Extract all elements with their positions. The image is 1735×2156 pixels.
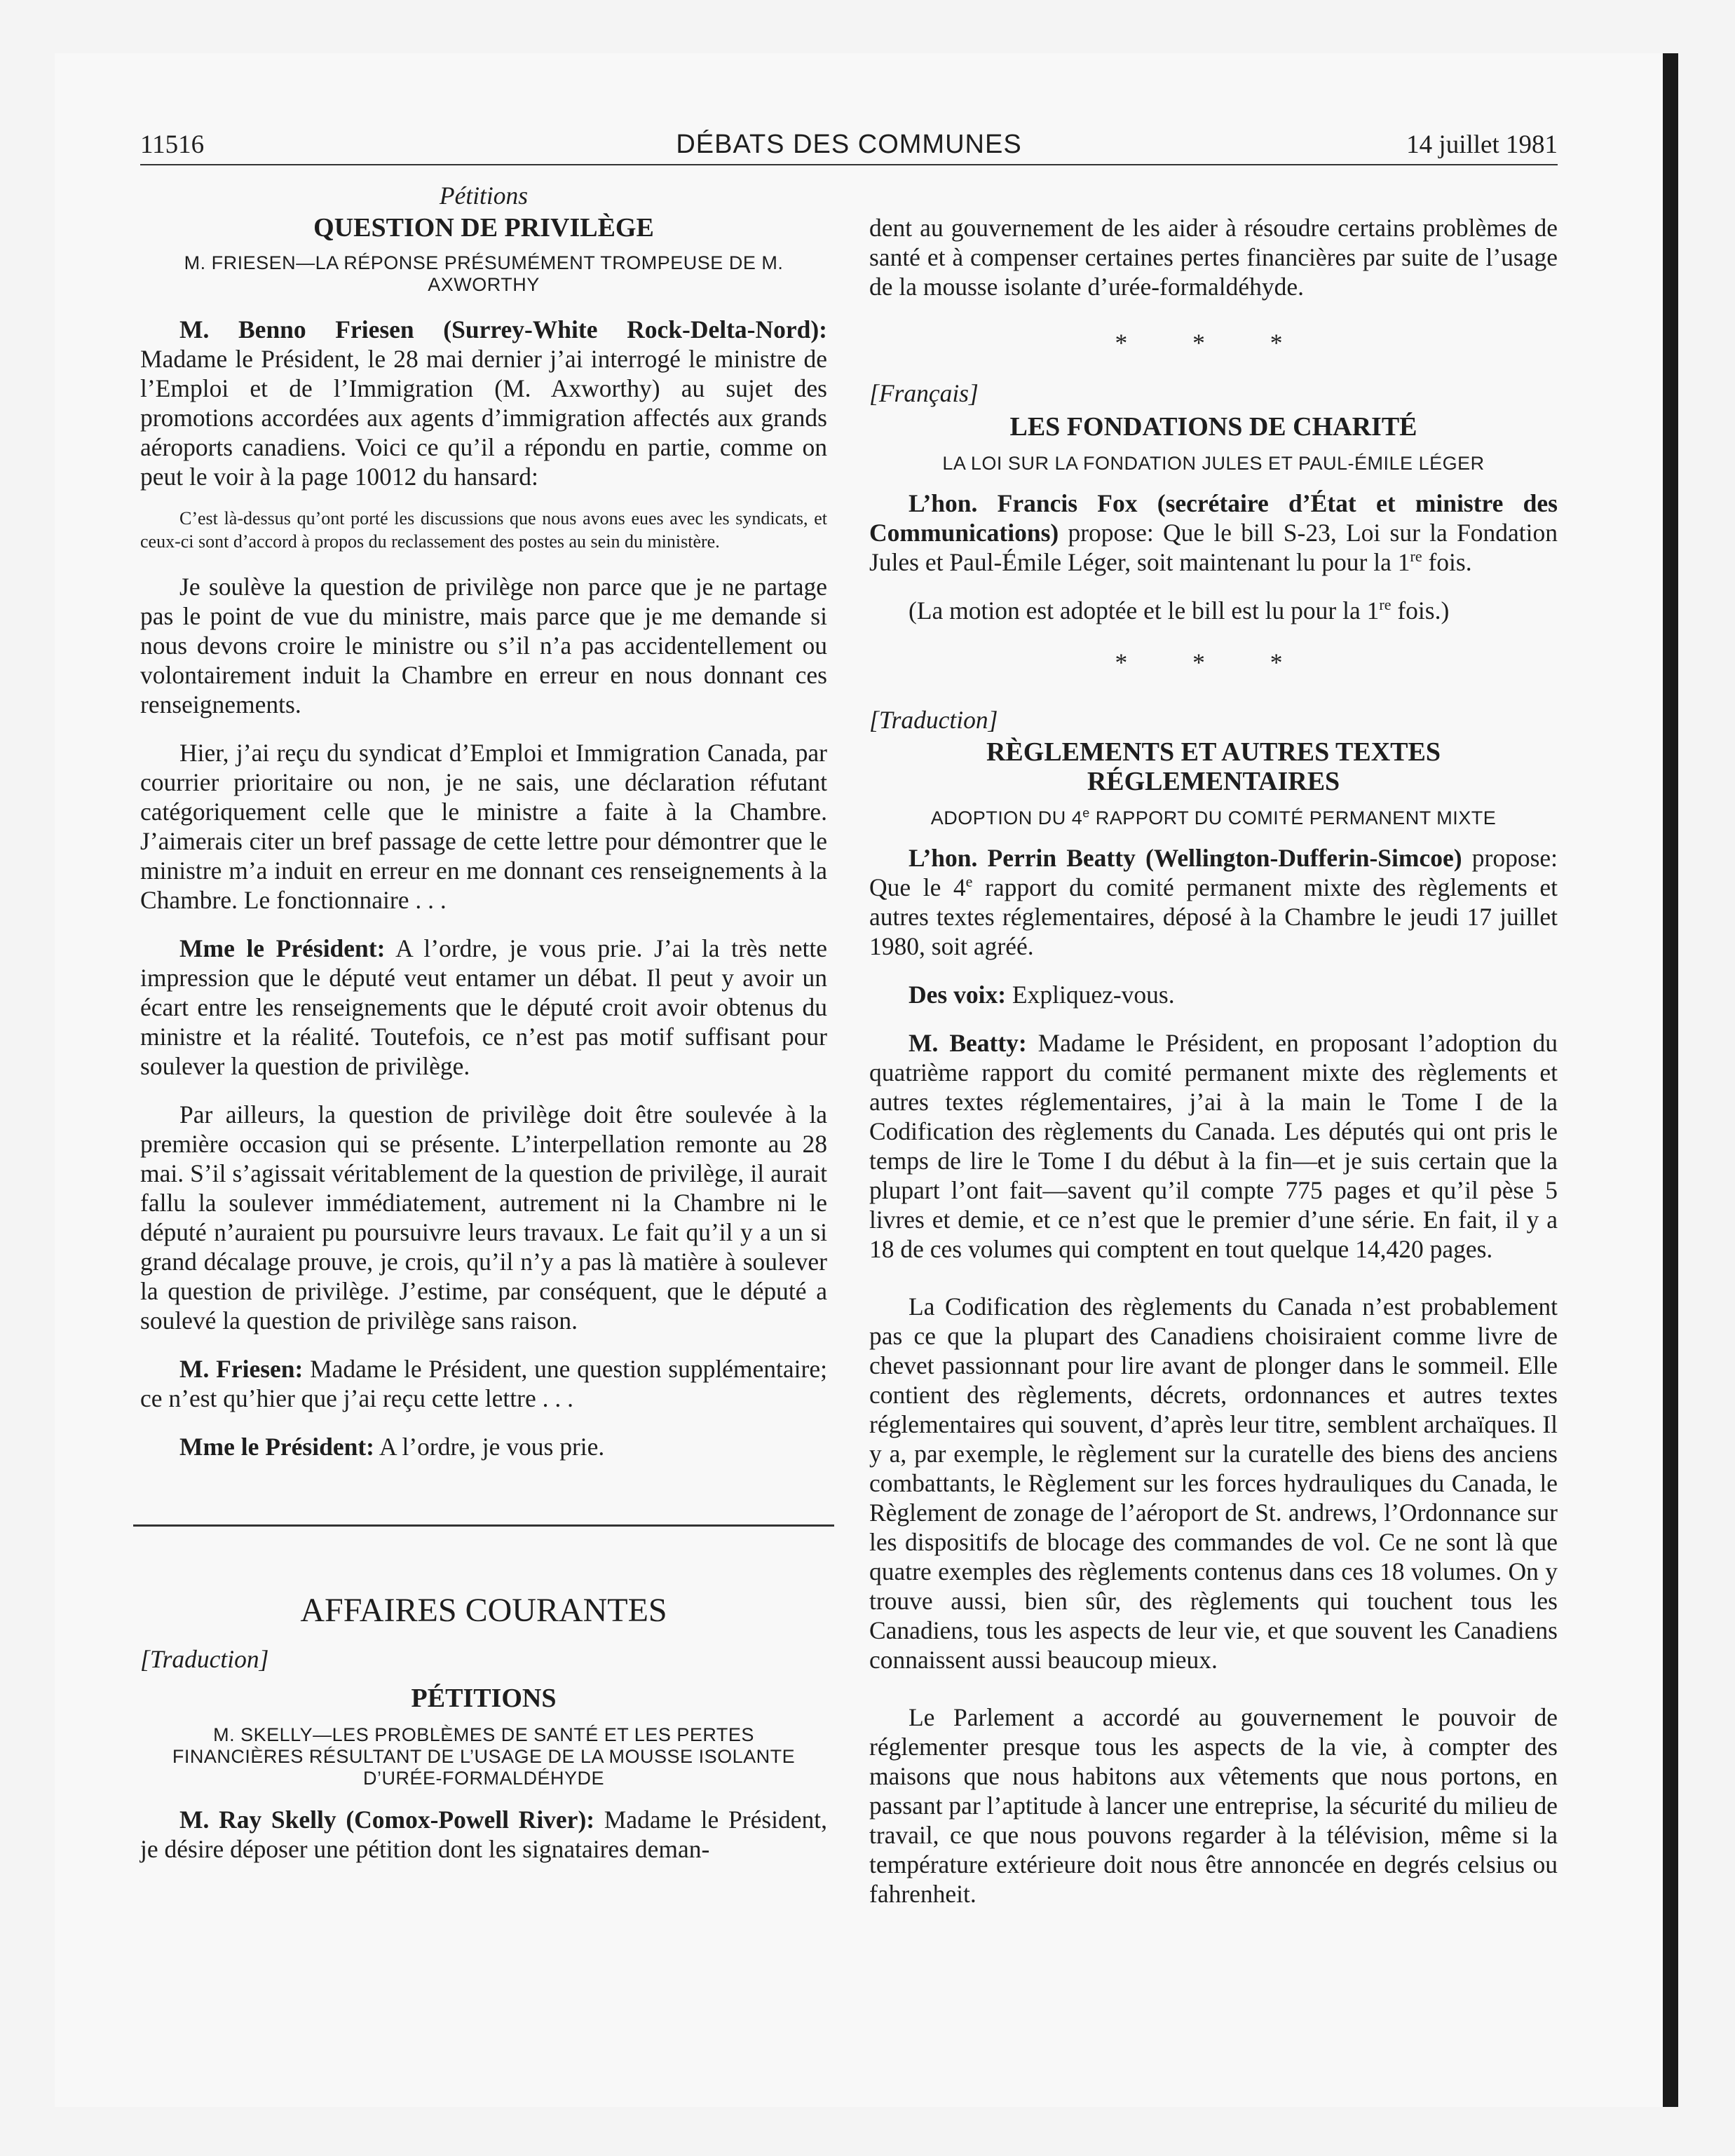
speech-text: Madame le Président, une question supplémentaire; ce n’est qu’hier que j’ai reçu cette lettre . . . <box>140 1355 827 1412</box>
speaker-name: M. Beatty: <box>909 1029 1027 1057</box>
paragraph-souleve: Je soulève la question de privilège non parce que je ne partage pas le point de vue du ministre, mais parce que je me demande si nous devons croire le ministre ou s’il n’a pas accidentellement ou volontairement induit la Chambre en erreur en nous donnant ces renseignements. <box>140 573 827 718</box>
voix-paragraph <box>869 980 1558 1009</box>
beatty-paragraph <box>869 843 1558 961</box>
friesen-paragraph <box>140 315 827 491</box>
speech-text: Expliquez-vous. <box>1006 981 1175 1009</box>
fox-paragraph <box>869 489 1558 577</box>
speech-text: propose: Que le bill S-23, Loi sur la Fondation Jules et Paul-Émile Léger, soit maintenant lu pour la 1 <box>869 519 1558 576</box>
reglements-heading: RÈGLEMENTS ET AUTRES TEXTES RÉGLEMENTAIRES <box>986 737 1441 796</box>
motion-paragraph <box>869 596 1558 625</box>
speaker-name: M. Benno Friesen (Surrey-White Rock-Delta-Nord): <box>179 315 827 343</box>
friesen-paragraph-2 <box>140 1354 827 1413</box>
speech-text: rapport du comité permanent mixte des règlements et autres textes réglementaires, déposé à la Chambre le jeudi 17 juillet 1980, soit agréé. <box>869 873 1558 960</box>
left-column <box>140 181 827 1864</box>
paragraph-parlement: Le Parlement a accordé au gouvernement le pouvoir de réglementer presque tous les aspects de la vie, à compter des maisons que nous habitons aux vêtements que nous portons, en passant par l’aptitude à lancer une entreprise, la sécurité du milieu de travail, ce que nous pouvons regarder à la télévision, même si la température extérieure doit nous être annoncée en degrés celsius ou fahrenheit. <box>869 1703 1558 1908</box>
speaker-name: Mme le Président: <box>179 934 386 962</box>
beatty-paragraph-2 <box>869 1028 1558 1264</box>
scan-edge-bar <box>1663 53 1678 2107</box>
page-date: 14 juillet 1981 <box>1406 130 1558 159</box>
motion-text: fois.) <box>1391 596 1450 625</box>
paragraph-hier: Hier, j’ai reçu du syndicat d’Emploi et Immigration Canada, par courrier prioritaire ou non, je ne sais, une déclaration réfutant catégoriquement celle que le ministre a faite à la Chambre. J’aimerais citer un bref passage de cette lettre pour démontrer que le ministre m’a induit en erreur en me donnant ces renseignements à la Chambre. Le fonctionnaire . . . <box>140 739 827 914</box>
page-header <box>140 130 1558 165</box>
speech-text: A l’ordre, je vous prie. <box>374 1433 605 1461</box>
section-separator: * * * <box>1115 648 1312 676</box>
speech-text: A l’ordre, je vous prie. J’ai la très nette impression que le député veut entamer un débat. Il peut y avoir un écart entre les renseignements que le député croit avoir obtenus du ministre et la réalité. Toutefois, ce n’est pas motif suffisant pour soulever la question de privilège. <box>140 934 828 1080</box>
speech-text: fois. <box>1422 548 1472 576</box>
superscript: e <box>965 873 973 891</box>
publication-title: DÉBATS DES COMMUNES <box>676 130 1022 159</box>
speech-text: Madame le Président, en proposant l’adoption du quatrième rapport du comité permanent mixte des règlements et autres textes réglementaires, j’ai à la main le Tome I de la Codification des règlements du Canada. Les députés qui ont pris le temps de lire le Tome I du début à la fin—et je suis certain que la plupart l’ont fait—savent qu’il compte 775 pages et qu’il pèse 5 livres et demie, et ce n’est que le premier d’une série. En fait, il y a 18 de ces volumes qui comptent en tout quelque 14,420 pages. <box>869 1029 1558 1263</box>
right-column <box>869 213 1558 1909</box>
speaker-name: L’hon. Perrin Beatty (Wellington-Dufferin-Simcoe) <box>909 844 1462 872</box>
skelly-subheading: M. SKELLY—LES PROBLÈMES DE SANTÉ ET LES PERTES FINANCIÈRES RÉSULTANT DE L’USAGE DE LA MOUSSE ISOLANTE D’URÉE-FORMALDÉHYDE <box>172 1724 796 1789</box>
traduction-label: [Traduction] <box>140 1645 269 1673</box>
superscript: e <box>1082 806 1090 820</box>
speaker-name: M. Friesen: <box>179 1355 304 1383</box>
section-separator: * * * <box>1115 329 1312 357</box>
hansard-quote: C’est là-dessus qu’ont porté les discussions que nous avons eues avec les syndicats, et ceux-ci sont d’accord à propos du reclassement des postes au sein du ministère. <box>140 508 827 552</box>
speech-text: Madame le Président, je désire déposer une pétition dont les signataires deman- <box>140 1806 827 1863</box>
section-divider <box>133 1524 834 1527</box>
speaker-name: M. Ray Skelly (Comox-Powell River): <box>179 1806 595 1834</box>
petitions-heading: PÉTITIONS <box>411 1684 557 1713</box>
privilege-heading: QUESTION DE PRIVILÈGE <box>313 213 654 243</box>
fondations-subheading: LA LOI SUR LA FONDATION JULES ET PAUL-ÉMILE LÉGER <box>942 453 1485 474</box>
superscript: re <box>1379 596 1392 614</box>
skelly-continued: dent au gouvernement de les aider à résoudre certains problèmes de santé et à compenser certaines pertes financières par suite de l’usage de la mousse isolante d’urée-formaldéhyde. <box>869 214 1558 301</box>
speech-text: propose: Que le 4 <box>869 844 1558 901</box>
speaker-name: Mme le Président: <box>179 1433 374 1461</box>
superscript: re <box>1410 547 1422 566</box>
speaker-paragraph-2 <box>140 1432 827 1461</box>
section-label: Pétitions <box>439 182 529 210</box>
subheading-text: ADOPTION DU 4 <box>930 807 1083 828</box>
privilege-subheading: M. FRIESEN—LA RÉPONSE PRÉSUMÉMENT TROMPEUSE DE M. AXWORTHY <box>184 252 784 295</box>
paragraph-ailleurs: Par ailleurs, la question de privilège doit être soulevée à la première occasion qui se présente. L’interpellation remonte au 28 mai. S’il s’agissait véritablement de la question de privilège, il aurait fallu la soulever immédiatement, autrement ni la Chambre ni le député n’auraient pu poursuivre leurs travaux. Le fait qu’il y a un si grand décalage prouve, je crois, qu’il n’y a pas là matière à soulever la question de privilège. J’estime, par conséquent, que le député a soulevé la question de privilège sans raison. <box>140 1100 827 1335</box>
traduction-label: [Traduction] <box>869 706 998 734</box>
speech-text: Madame le Président, le 28 mai dernier j’ai interrogé le ministre de l’Emploi et de l’Immigration (M. Axworthy) au sujet des promotions accordées aux agents d’immigration affectés aux grands aéroports canadiens. Voici ce qu’il a répondu en partie, comme on peut le voir à la page 10012 du hansard: <box>140 345 827 491</box>
affaires-heading: AFFAIRES COURANTES <box>300 1592 667 1629</box>
page-number: 11516 <box>140 130 205 159</box>
speaker-name: Des voix: <box>909 981 1007 1009</box>
paragraph-codification: La Codification des règlements du Canada n’est probablement pas ce que la plupart des Canadiens choisiraient comme livre de chevet passionnant pour lire avant de plonger dans le sommeil. Elle contient des règlements, décrets, ordonnances et autres textes réglementaires qui souvent, d’après leur titre, semblent archaïques. Il y a, par exemple, le règlement sur la curatelle des biens des anciens combattants, le Règlement sur les forces hydrauliques du Canada, le Règlement de zonage de l’aéroport de St. andrews, l’Ordonnance sur les dispositifs de blocage des commandes de vol. Ce ne sont là que quatre exemples des règlements contenus dans ces 18 volumes. On y trouve aussi, bien sûr, des règlements qui touchent tous les Canadiens, tous les aspects de leur vie, et que souvent les Canadiens connaissent aussi beaucoup mieux. <box>869 1292 1558 1674</box>
francais-label: [Français] <box>869 379 979 407</box>
speaker-paragraph-1 <box>140 934 827 1081</box>
fondations-heading: LES FONDATIONS DE CHARITÉ <box>1009 412 1417 442</box>
adoption-subheading <box>869 807 1558 829</box>
speaker-name: L’hon. Francis Fox (secrétaire d’État et ministre des Communications) <box>869 489 1558 547</box>
skelly-paragraph <box>140 1805 827 1864</box>
subheading-text: RAPPORT DU COMITÉ PERMANENT MIXTE <box>1089 807 1497 828</box>
motion-text: (La motion est adoptée et le bill est lu pour la 1 <box>909 596 1380 625</box>
